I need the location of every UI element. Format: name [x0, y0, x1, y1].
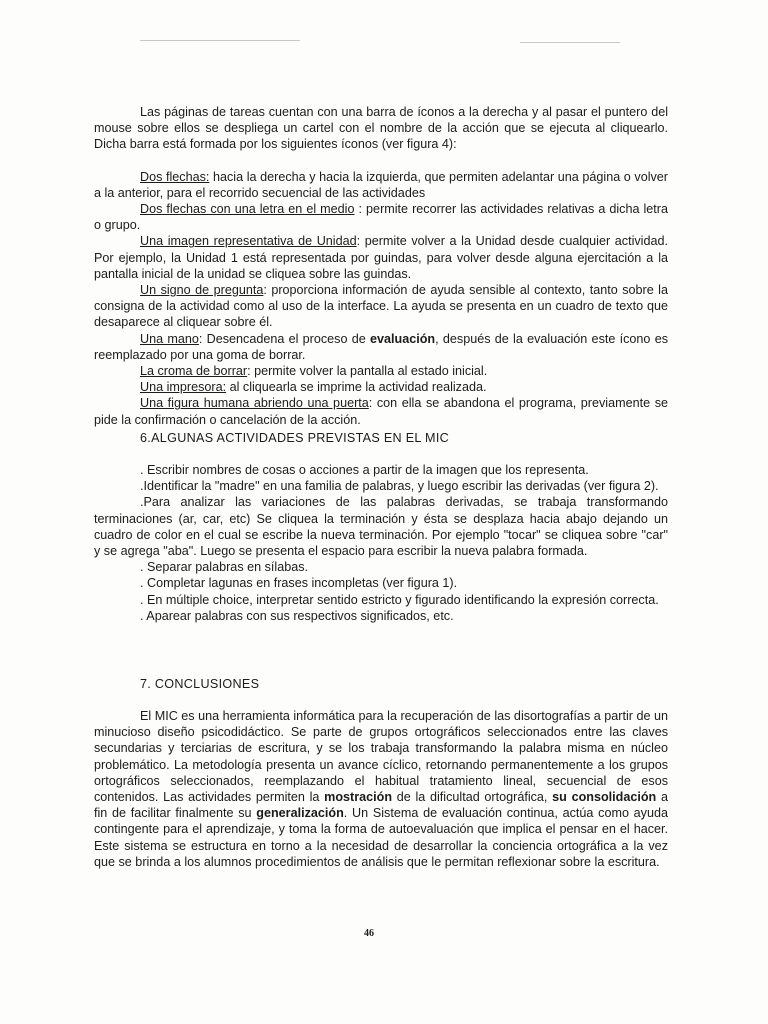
- icon-term: Una imagen representativa de Unidad: [140, 234, 357, 249]
- icon-item-arrows-letter: [94, 201, 668, 233]
- icon-bar-section: [94, 104, 668, 428]
- icon-item-eraser: [94, 363, 668, 379]
- icon-term: Una mano: [140, 331, 199, 346]
- icon-term: Un signo de pregunta: [140, 283, 264, 298]
- conclusions-paragraph: [94, 708, 668, 870]
- activity-item: . Escribir nombres de cosas o acciones a partir de la imagen que los representa.: [140, 463, 589, 477]
- icon-desc: hacia la derecha y hacia la izquierda, que permiten adelantar una página o volver a la anterior, para el recorrido secuencial de las actividades: [94, 169, 669, 200]
- scan-top-edge-right: [520, 42, 620, 43]
- icon-term: Una figura humana abriendo una puerta: [140, 396, 369, 411]
- icon-desc: al cliquearla se imprime la actividad realizada.: [226, 380, 487, 395]
- icon-desc-bold: evaluación: [370, 331, 436, 346]
- icon-desc: : permite volver la pantalla al estado inicial.: [247, 364, 488, 379]
- conclusions-text: de la dificultad ortográfica,: [392, 790, 553, 805]
- activity-item: . Completar lagunas en frases incompletas (ver figura 1).: [140, 576, 458, 591]
- conclusions-section: [94, 708, 668, 870]
- icon-item-two-arrows: [94, 169, 668, 201]
- icon-desc: : permite volver a la Unidad desde cualquier actividad. Por ejemplo, la Unidad 1 está representada por guindas, para volver desde alguna ejercitación a la pantalla inicial de la unidad se cliquea sobre las guindas.: [94, 234, 668, 281]
- page-number: 46: [364, 928, 374, 939]
- conclusions-bold: su consolidación: [552, 790, 657, 805]
- icon-term: Dos flechas:: [140, 169, 210, 184]
- icon-desc: : Desencadena el proceso de: [198, 331, 371, 346]
- conclusions-bold: generalización: [256, 806, 344, 821]
- intro-paragraph: Las páginas de tareas cuentan con una barra de íconos a la derecha y al pasar el puntero del mouse sobre ellos se despliega un cartel con el nombre de la acción que se ejecuta al cliquearlo. Dicha barra está formada por los siguientes íconos (ver figura 4):: [94, 105, 668, 152]
- conclusions-text: . Un Sistema de evaluación continua, actúa como ayuda contingente para el aprendizaje, y toma la forma de autoevaluación que implica el pensar en el hacer. Este sistema se estructura en torno a la necesidad de desarrollar la conciencia ortográfica a la vez que se brinda a los alumnos procedimientos de análisis que le permitan reflexionar sobre la escritura.: [94, 806, 668, 869]
- icon-item-unit-image: [94, 233, 668, 282]
- conclusions-text: a fin de facilitar finalmente su: [94, 790, 668, 821]
- icon-item-question-mark: [94, 282, 668, 331]
- activity-item: .Para analizar las variaciones de las palabras derivadas, se trabaja transformando terminaciones (ar, car, etc) Se cliquea la terminación y ésta se desplaza hacia abajo dejando un cuadro de color en el cual se escribe la nueva terminación. Por ejemplo "tocar" se cliquea sobre "car" y se agrega "aba". Luego se presenta el espacio para escribir la nueva palabra formada.: [94, 495, 668, 559]
- icon-term: Una impresora:: [140, 380, 227, 395]
- activities-list: [94, 462, 668, 624]
- icon-desc: : permite recorrer las actividades relativas a dicha letra o grupo.: [94, 202, 668, 233]
- activity-item: . Aparear palabras con sus respectivos significados, etc.: [140, 608, 454, 623]
- icon-item-printer: [94, 379, 668, 395]
- activity-item: .Identificar la "madre" en una familia de palabras, y luego escribir las derivadas (ver figura 2).: [140, 479, 659, 494]
- activity-item: . En múltiple choice, interpretar sentido estricto y figurado identificando la expresión correcta.: [140, 592, 659, 607]
- scan-top-edge: [140, 40, 300, 41]
- icon-term: Dos flechas con una letra en el medio: [140, 202, 355, 217]
- icon-item-exit-door: [94, 395, 668, 427]
- icon-desc: : proporciona información de ayuda sensible al contexto, tanto sobre la consigna de la actividad como al uso de la interface. La ayuda se presenta en un cuadro de texto que desaparece al cliquear sobre él.: [94, 283, 668, 330]
- icon-item-hand: [94, 331, 668, 363]
- conclusions-bold: mostración: [324, 790, 393, 805]
- activity-item: . Separar palabras en sílabas.: [140, 560, 309, 575]
- icon-desc: : con ella se abandona el programa, previamente se pide la confirmación o cancelación de la acción.: [94, 396, 668, 427]
- conclusions-text: El MIC es una herramienta informática para la recuperación de las disortografías a partir de un minucioso diseño psicodidáctico. Se parte de grupos ortográficos seleccionados entre las claves secundarias y terciarias de escritura, y se los trabaja transformando la palabra misma en núcleo problemático. La metodología presenta un avance cíclico, retornando permanentemente a los grupos ortográficos seleccionados, reemplazando el habitual tratamiento lineal, secuencial de esos contenidos. Las actividades permiten la: [94, 709, 668, 805]
- section-7-heading: 7. CONCLUSIONES: [140, 677, 260, 691]
- icon-desc: , después de la evaluación este ícono es reemplazado por una goma de borrar.: [94, 331, 668, 362]
- section-6-heading: 6.ALGUNAS ACTIVIDADES PREVISTAS EN EL MIC: [140, 431, 450, 445]
- icon-term: La croma de borrar: [140, 364, 248, 379]
